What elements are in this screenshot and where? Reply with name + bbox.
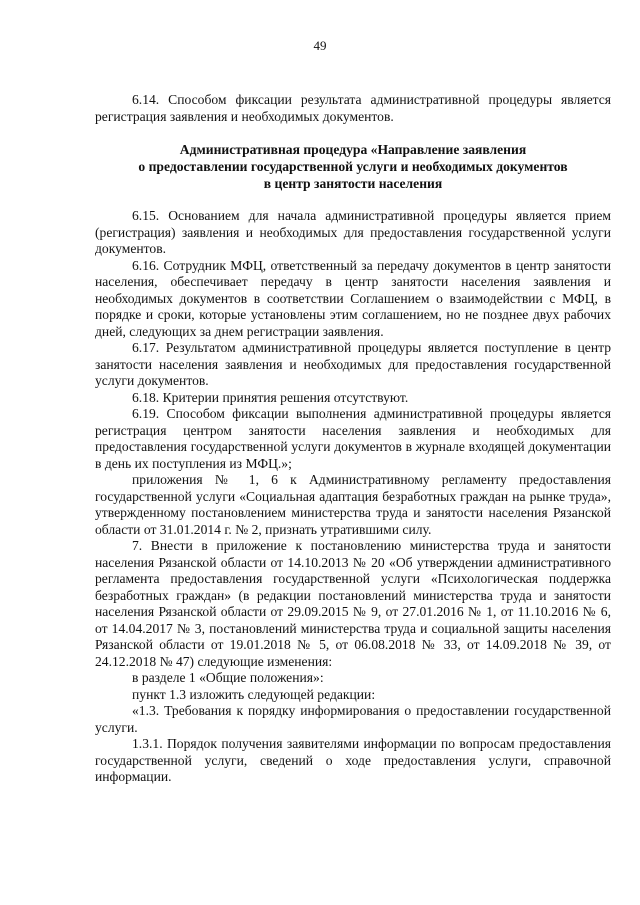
paragraph-1-3-1: 1.3.1. Порядок получения заявителями информации по вопросам предоставления государственной услуги, сведений о ходе предоставления услуги, справочной информации. xyxy=(95,736,611,784)
paragraph-6-16: 6.16. Сотрудник МФЦ, ответственный за передачу документов в центр занятости населения, обеспечивает передачу в центр занятости населения заявления и необходимых документов в соответствии Соглашением о взаимодействии с МФЦ, в порядке и сроки, которые установлены этим соглашением, но не позднее двух рабочих дней, следующих за днем регистрации заявления. xyxy=(95,257,611,339)
paragraph-6-18: 6.18. Критерии принятия решения отсутствуют. xyxy=(132,389,409,405)
paragraph-6-15: 6.15. Основанием для начала административной процедуры является прием (регистрация) заявления и необходимых для предоставления государственной услуги документов. xyxy=(95,208,611,256)
paragraph-1-3: «1.3. Требования к порядку информирования о предоставлении государственной услуги. xyxy=(95,703,611,735)
document-body xyxy=(95,92,611,786)
paragraph-6-14: 6.14. Способом фиксации результата административной процедуры является регистрация заявления и необходимых документов. xyxy=(95,92,611,124)
paragraph-section-1: в разделе 1 «Общие положения»: xyxy=(132,670,324,685)
paragraph-6-17: 6.17. Результатом административной процедуры является поступление в центр занятости населения заявления и необходимых для предоставления государственной услуги документов. xyxy=(95,340,611,388)
heading-line-3: в центр занятости населения xyxy=(263,176,443,191)
heading-line-2: о предоставлении государственной услуги и необходимых документов xyxy=(138,159,568,174)
paragraph-item-1-3: пункт 1.3 изложить следующей редакции: xyxy=(132,686,376,702)
paragraph-annex-repeal: приложения № 1, 6 к Административному регламенту предоставления государственной услуги «Социальная адаптация безработных граждан на рынке труда», утвержденному постановлением министерства труда и занятости населения Рязанской области от 31.01.2014 г. № 2, признать утратившими силу. xyxy=(95,472,611,537)
page-number: 49 xyxy=(313,38,327,53)
heading-line-1: Административная процедура «Направление заявления xyxy=(179,142,527,157)
paragraph-6-19: 6.19. Способом фиксации выполнения административной процедуры является регистрация центром занятости населения заявления и необходимых для предоставления государственной услуги документов в журнале входящей документации в день их поступления из МФЦ.»; xyxy=(95,406,611,471)
section-heading xyxy=(95,141,611,192)
paragraph-7: 7. Внести в приложение к постановлению министерства труда и занятости населения Рязанской области от 14.10.2013 № 20 «Об утверждении административного регламента предоставления государственной услуги «Психологическая поддержка безработных граждан» (в редакции постановлений министерства труда и занятости населения Рязанской области от 29.09.2015 № 9, от 27.01.2016 № 1, от 11.10.2016 № 6, от 14.04.2017 № 3, постановлений министерства труда и социальной защиты населения Рязанской области от 19.01.2018 № 5, от 06.08.2018 № 33, от 14.09.2018 № 39, от 24.12.2018 № 47) следующие изменения: xyxy=(95,538,611,669)
